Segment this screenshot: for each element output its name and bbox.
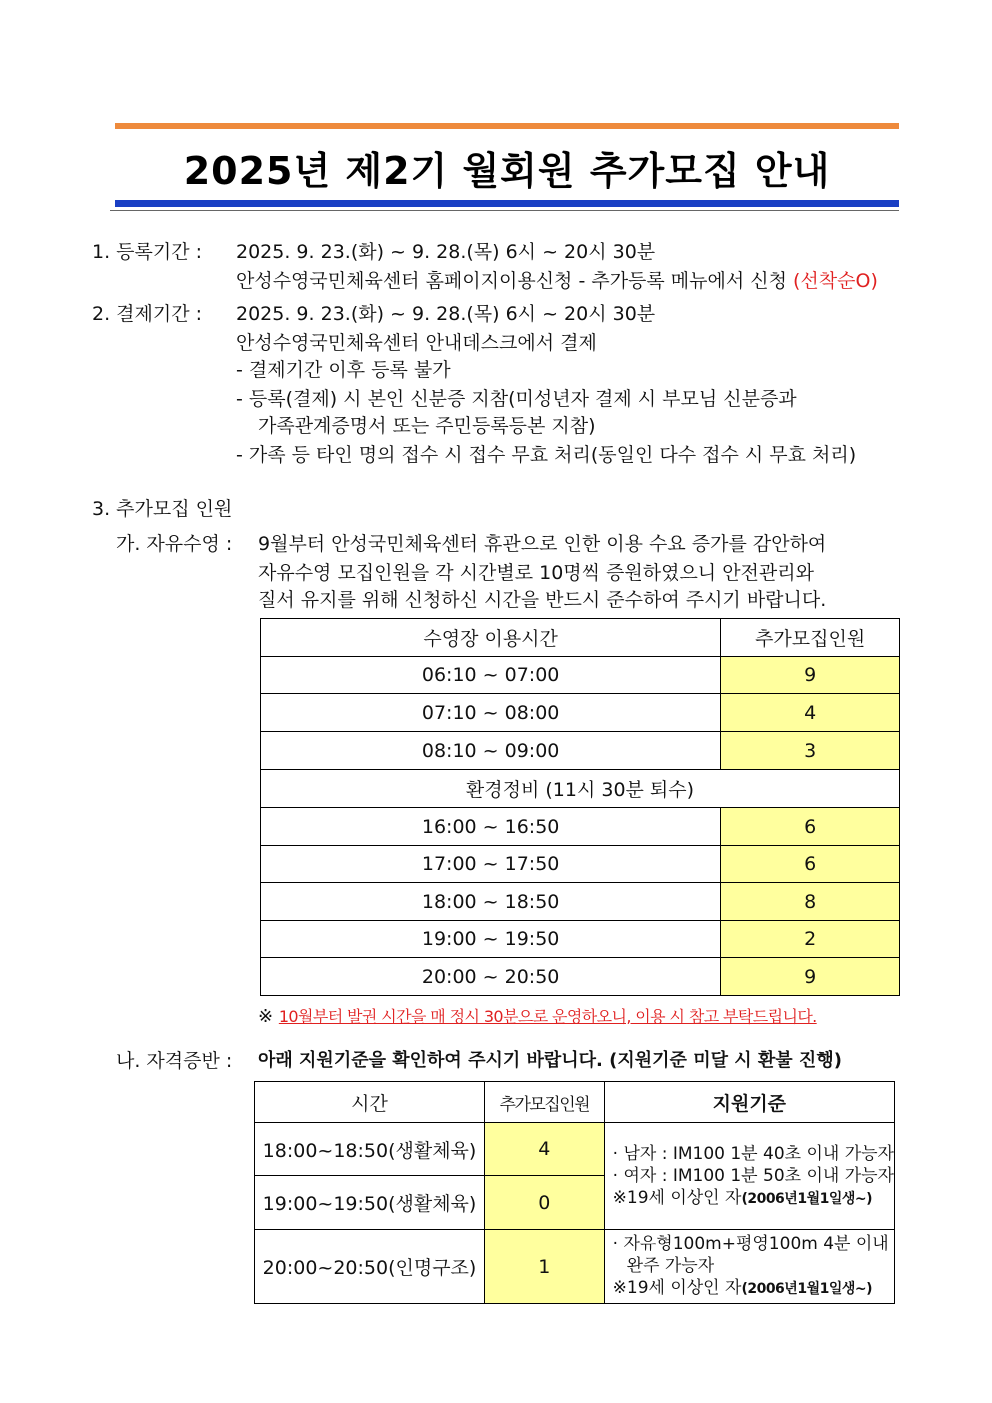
table-row (261, 883, 900, 921)
count-cell: 8 (721, 883, 900, 921)
certification-table (254, 1081, 895, 1304)
header-time: 시간 (255, 1082, 485, 1123)
criteria-cell-lifeguard-sports (604, 1123, 894, 1230)
section-1-label: 1. 등록기간 : (92, 241, 203, 263)
table-row (255, 1123, 895, 1176)
count-cell: 6 (721, 808, 900, 846)
section-1-method (236, 268, 878, 294)
section-3a-line-1: 9월부터 안성국민체육센터 휴관으로 인한 이용 수요 증가를 감안하여 (258, 533, 827, 555)
break-row (261, 770, 900, 808)
criteria-age-text: ※19세 이상인 자 (612, 1187, 742, 1208)
first-come-note: (선착순O) (793, 270, 878, 292)
criteria-age (613, 1187, 894, 1210)
count-cell: 0 (484, 1176, 604, 1230)
section-2-period: 2025. 9. 23.(화) ~ 9. 28.(목) 6시 ~ 20시 30분 (236, 303, 656, 325)
criteria-swim-test: · 자유형100m+평영100m 4분 이내 (612, 1234, 889, 1254)
time-cell: 06:10 ~ 07:00 (261, 657, 721, 694)
section-3b-label: 나. 자격증반 : (116, 1050, 233, 1072)
header-criteria: 지원기준 (604, 1082, 894, 1123)
header-swim-time: 수영장 이용시간 (261, 619, 721, 657)
section-3a-line-3: 질서 유지를 위해 신청하신 시간을 반드시 준수하여 주시기 바랍니다. (258, 589, 827, 611)
table-row (261, 958, 900, 996)
section-1-method-text: 안성수영국민체육센터 홈페이지이용신청 - 추가등록 메뉴에서 신청 (236, 270, 787, 292)
count-cell: 1 (484, 1230, 604, 1304)
header-extra-count: 추가모집인원 (721, 619, 900, 657)
table-row (261, 657, 900, 694)
section-3b-text: 아래 지원기준을 확인하여 주시기 바랍니다. (지원기준 미달 시 환불 진행) (258, 1050, 842, 1071)
criteria-swim-test-cont: 완주 가능자 (626, 1256, 715, 1276)
section-2-bullet-2: - 등록(결제) 시 본인 신분증 지참(미성년자 결제 시 부모님 신분증과 (236, 388, 797, 410)
header-extra-count: 추가모집인원 (484, 1082, 604, 1123)
time-cell: 18:00~18:50(생활체육) (255, 1123, 485, 1176)
title-bottom-thin-rule (110, 210, 899, 211)
count-cell: 6 (721, 846, 900, 883)
criteria-birth-date: (2006년1월1일생~) (741, 1281, 873, 1297)
time-cell: 08:10 ~ 09:00 (261, 732, 721, 770)
reference-mark: ※ (258, 1006, 274, 1027)
title-top-rule (115, 123, 899, 129)
count-cell: 9 (721, 657, 900, 694)
table-row (261, 694, 900, 732)
break-cell: 환경정비 (11시 30분 퇴수) (261, 770, 900, 808)
table-row (261, 732, 900, 770)
criteria-age (613, 1277, 894, 1300)
count-cell: 9 (721, 958, 900, 996)
time-cell: 17:00 ~ 17:50 (261, 846, 721, 883)
table-header-row (261, 619, 900, 657)
time-cell: 19:00 ~ 19:50 (261, 921, 721, 958)
table-row (255, 1230, 895, 1304)
title-bottom-rule (115, 200, 899, 207)
section-2-label: 2. 결제기간 : (92, 303, 203, 325)
time-cell: 19:00~19:50(생활체육) (255, 1176, 485, 1230)
section-2-bullet-3: - 가족 등 타인 명의 접수 시 접수 무효 처리(동일인 다수 접수 시 무효 처리) (236, 444, 857, 466)
table-row (261, 921, 900, 958)
section-1-period: 2025. 9. 23.(화) ~ 9. 28.(목) 6시 ~ 20시 30분 (236, 241, 656, 263)
count-cell: 3 (721, 732, 900, 770)
ticketing-notice-text: 10월부터 발권 시간을 매 정시 30분으로 운영하오니, 이용 시 참고 부탁드립니다. (278, 1007, 817, 1026)
table-header-row (255, 1082, 895, 1123)
time-cell: 20:00~20:50(인명구조) (255, 1230, 485, 1304)
criteria-male: · 남자 : IM100 1분 40초 이내 가능자 (612, 1143, 894, 1164)
time-cell: 20:00 ~ 20:50 (261, 958, 721, 996)
count-cell: 4 (721, 694, 900, 732)
section-3a-line-2: 자유수영 모집인원을 각 시간별로 10명씩 증원하였으니 안전관리와 (258, 562, 814, 584)
time-cell: 18:00 ~ 18:50 (261, 883, 721, 921)
free-swim-table (260, 618, 900, 996)
table-row (261, 808, 900, 846)
section-3-label: 3. 추가모집 인원 (92, 498, 233, 520)
count-cell: 2 (721, 921, 900, 958)
time-cell: 16:00 ~ 16:50 (261, 808, 721, 846)
section-2-place: 안성수영국민체육센터 안내데스크에서 결제 (236, 332, 597, 354)
section-3a-label: 가. 자유수영 : (116, 533, 233, 555)
ticketing-notice (258, 1004, 817, 1027)
criteria-age-text: ※19세 이상인 자 (612, 1278, 742, 1298)
criteria-female: · 여자 : IM100 1분 50초 이내 가능자 (612, 1165, 894, 1186)
criteria-cell-lifesaving (604, 1230, 894, 1304)
section-2-bullet-2-cont: 가족관계증명서 또는 주민등록등본 지참) (258, 415, 596, 437)
table-row (261, 846, 900, 883)
criteria-birth-date: (2006년1월1일생~) (741, 1190, 873, 1207)
section-2-bullet-1: - 결제기간 이후 등록 불가 (236, 359, 451, 381)
count-cell: 4 (484, 1123, 604, 1176)
page-title: 2025년 제2기 월회원 추가모집 안내 (183, 149, 831, 193)
time-cell: 07:10 ~ 08:00 (261, 694, 721, 732)
